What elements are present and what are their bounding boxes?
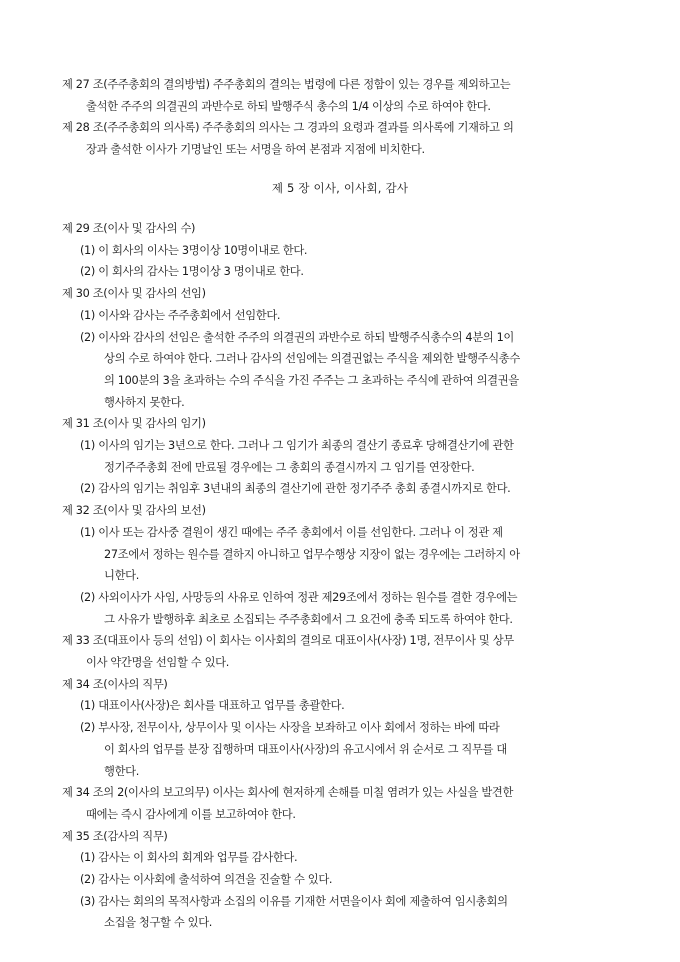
article-line: 제 32 조(이사 및 감사의 보선) (62, 504, 206, 518)
article-line: 이사 약간명을 선임할 수 있다. (86, 656, 229, 669)
clause-line: 소집을 청구할 수 있다. (104, 916, 213, 930)
article-line: 제 33 조(대표이사 등의 선임) 이 회사는 이사회의 결의로 대표이사(사장) 1명, 전무이사 및 상무 (62, 634, 514, 648)
chapter-heading: 제 5 장 이사, 이사회, 감사 (271, 181, 409, 195)
clause-line: (1) 이 회사의 이사는 3명이상 10명이내로 한다. (80, 243, 308, 257)
clause-line: 행사하지 못한다. (104, 395, 185, 409)
clause-line: (3) 감사는 회의의 목적사항과 소집의 이유를 기재한 서면을이사 회에 제출하여 임시총회의 (80, 894, 508, 908)
clause-line: 이 회사의 업무를 분장 집행하며 대표이사(사장)의 유고시에서 위 순서로 그 직무를 대 (104, 742, 507, 756)
clause-line: 상의 수로 하여야 한다. 그러나 감사의 선임에는 의결권없는 주식을 제외한 발행주식총수 (104, 352, 520, 366)
article-line: 제 31 조(이사 및 감사의 임기) (62, 417, 206, 431)
clause-line: 정기주주총회 전에 만료될 경우에는 그 총회의 종결시까지 그 임기를 연장한다. (104, 460, 475, 474)
clause-line: 27조에서 정하는 원수를 결하지 아니하고 업무수행상 지장이 없는 경우에는 그러하지 아 (104, 547, 520, 561)
article-line: 제 28 조(주주총회의 의사록) 주주총회의 의사는 그 경과의 요령과 결과를 의사록에 기재하고 의 (62, 121, 514, 135)
clause-line: 그 사유가 발행하후 최초로 소집되는 주주총회에서 그 요건에 충족 되도록 하여야 한다. (104, 612, 513, 626)
clause-line: (1) 이사와 감사는 주주총회에서 선임한다. (80, 308, 281, 322)
clause-line: (1) 이사의 임기는 3년으로 한다. 그러나 그 임기가 최종의 결산기 종료후 당해결산기에 관한 (80, 439, 514, 452)
clause-line: 의 100분의 3을 초과하는 수의 주식을 가진 주주는 그 초과하는 주식에 관하여 의결권을 (104, 373, 519, 387)
clause-line: (1) 이사 또는 감사중 결원이 생긴 때에는 주주 총회에서 이를 선임한다. 그러나 이 정관 제 (80, 525, 503, 539)
article-line: 때에는 즉시 감사에게 이를 보고하여야 한다. (86, 807, 296, 821)
clause-line: 니한다. (104, 569, 139, 583)
clause-line: (2) 부사장, 전무이사, 상무이사 및 이사는 사장을 보좌하고 이사 회에서 정하는 바에 따라 (80, 721, 500, 735)
article-line: 제 35 조(감사의 직무) (62, 829, 168, 843)
article-line: 제 29 조(이사 및 감사의 수) (62, 222, 196, 235)
clause-line: 행한다. (104, 764, 139, 778)
article-line: 제 34 조의 2(이사의 보고의무) 이사는 회사에 현저하게 손해를 미칠 염려가 있는 사실을 발견한 (62, 786, 514, 800)
clause-line: (2) 사외이사가 사임, 사망등의 사유로 인하여 정관 제29조에서 정하는 원수를 결한 경우에는 (80, 590, 518, 604)
clause-line: (2) 감사는 이사회에 출석하여 의견을 진술할 수 있다. (80, 873, 333, 886)
article-line: 장과 출석한 이사가 기명날인 또는 서명을 하여 본점과 지점에 비치한다. (86, 143, 425, 157)
clause-line: (2) 감사의 임기는 취임후 3년내의 최종의 결산기에 관한 정기주주 총회 종결시까지로 한다. (80, 482, 511, 496)
article-line: 제 34 조(이사의 직무) (62, 677, 168, 691)
article-line: 제 30 조(이사 및 감사의 선임) (62, 287, 206, 301)
clause-line: (1) 대표이사(사장)은 회사를 대표하고 업무를 총괄한다. (80, 699, 345, 713)
article-line: 제 27 조(주주총회의 결의방법) 주주총회의 결의는 법령에 다른 정함이 있는 경우를 제외하고는 (62, 78, 511, 91)
clause-line: (1) 감사는 이 회사의 회계와 업무를 감사한다. (80, 851, 298, 865)
clause-line: (2) 이 회사의 감사는 1명이상 3 명이내로 한다. (80, 265, 304, 279)
clause-line: (2) 이사와 감사의 선임은 출석한 주주의 의결권의 과반수로 하되 발행주식총수의 4분의 1이 (80, 330, 514, 344)
article-line: 출석한 주주의 의결권의 과반수로 하되 발행주식 총수의 1/4 이상의 수로 하여야 한다. (86, 99, 491, 113)
